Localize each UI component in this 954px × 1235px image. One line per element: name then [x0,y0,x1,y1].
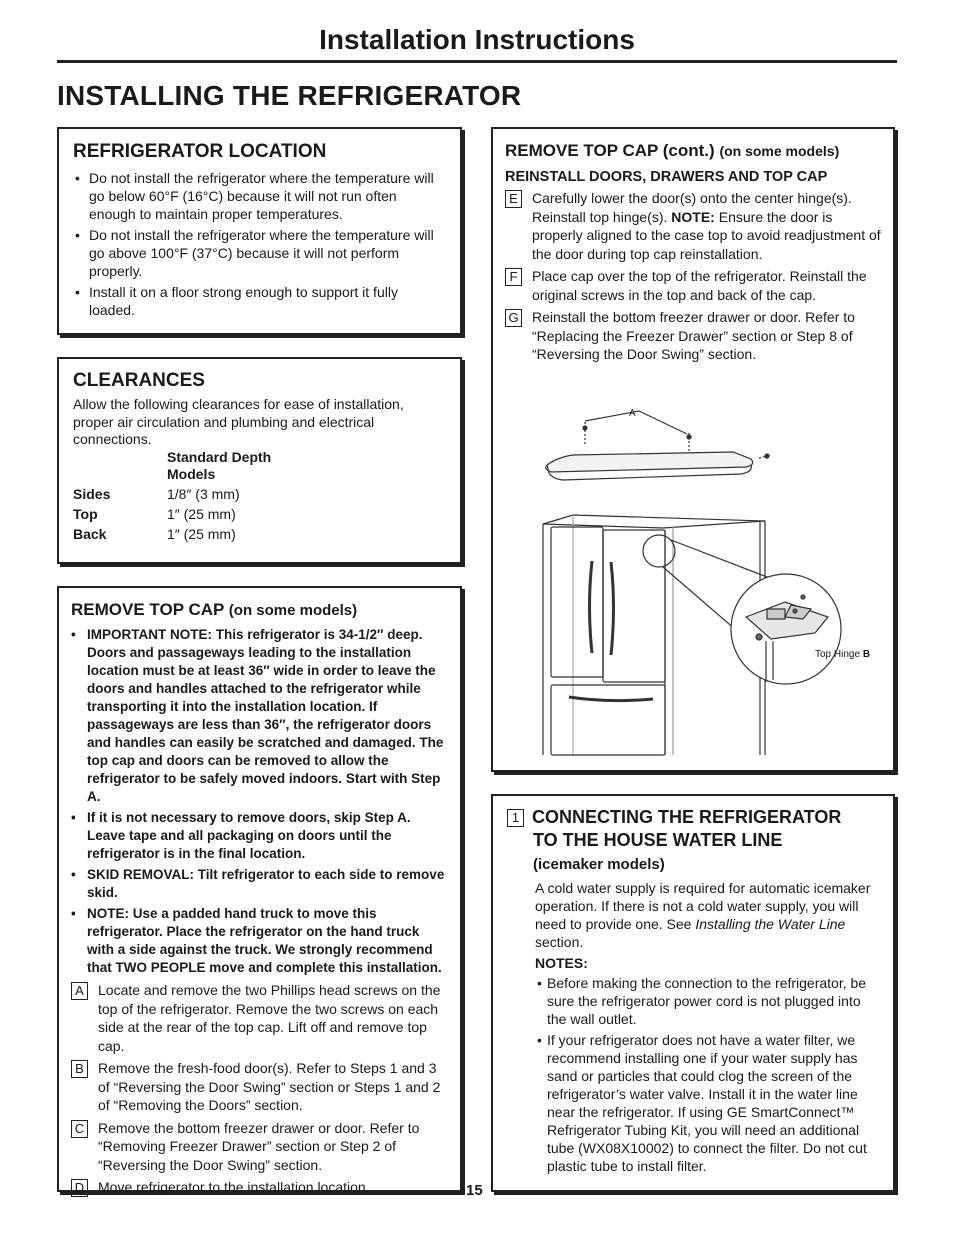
location-list [73,169,446,319]
water-line-section [491,794,895,1192]
figure-label-top-hinge: Top Hinge B [815,649,871,660]
clearances-col-header: Standard Depth Models [167,448,272,482]
table-row: Back 1″ (25 mm) [73,525,236,542]
table-row: Sides 1/8″ (3 mm) [73,485,240,502]
step-c: C Remove the bottom freezer drawer or door. Refer to “Removing Freezer Drawer” section or Step 2 of “Reversing the Door Swing” section. [71,1119,448,1175]
clearances-section [57,357,462,564]
remove-top-cap-title: REMOVE TOP CAP (on some models) [71,600,358,619]
remove-top-cap-section [57,586,462,1195]
list-item: • If your refrigerator does not have a water filter, we recommend installing one if your water supply has sand or particles that could clog the screen of the refrigerator’s water valve. Install it in the water line near the refrigerator. If using GE SmartConnect™ Refrigerator Tubing Kit, you will need an additional tube (WX08X10002) to connect the filter. Do not cut plastic tube to install filter. [535,1031,879,1175]
remove-top-cap-notes [71,626,448,977]
step-d: D Move refrigerator to the installation location. [71,1178,448,1197]
list-item: • Do not install the refrigerator where the temperature will go above 100°F (37°C) because it will not perform properly. [73,226,446,280]
notes-list [535,974,879,1175]
clearances-intro: Allow the following clearances for ease of installation, proper air circulation and plumbing and electrical connections. [73,396,404,447]
remove-top-cap-cont-section [491,127,895,772]
list-item: • SKID REMOVAL: Tilt refrigerator to each side to remove skid. [71,866,448,902]
page-title: INSTALLING THE REFRIGERATOR [57,80,522,111]
remove-top-cap-cont-title: REMOVE TOP CAP (cont.) (on some models) [505,141,840,160]
step-a: A Locate and remove the two Phillips head screws on the top of the refrigerator. Remove the two screws on each side at the rear of the top cap. Lift off and remove top cap. [71,981,448,1055]
list-item: • NOTE: Use a padded hand truck to move this refrigerator. Place the refrigerator on the hand truck with a side against the truck. We strongly recommend that TWO PEOPLE move and complete this installation. [71,905,448,977]
list-item: • If it is not necessary to remove doors, skip Step A. Leave tape and all packaging on doors until the refrigerator is in the final location. [71,809,448,863]
step-f: F Place cap over the top of the refrigerator. Reinstall the original screws in the top and back of the cap. [505,267,881,304]
top-cap-diagram [503,397,883,767]
header-title: Installation Instructions [319,24,635,55]
notes-label: NOTES: [535,955,588,971]
reinstall-subheading: REINSTALL DOORS, DRAWERS AND TOP CAP [505,169,828,185]
page-number: 15 [466,1182,483,1199]
list-item: • Do not install the refrigerator where the temperature will go below 60°F (16°C) because it will not run often enough to maintain proper temperatures. [73,169,446,223]
table-row: Top 1″ (25 mm) [73,505,236,522]
water-line-title: 1 CONNECTING THE REFRIGERATOR TO THE HOUSE WATER LINE [507,806,879,852]
step-b: B Remove the fresh-food door(s). Refer to Steps 1 and 3 of “Reversing the Door Swing” section or Steps 1 and 2 of “Removing the Doors” section. [71,1059,448,1115]
list-item: • IMPORTANT NOTE: This refrigerator is 34-1/2″ deep. Doors and passageways leading to the installation location must be at least 36″ wide in order to leave the doors and handles attached to the refrigerator while transporting it into the installation location. If passageways are less than 36″, the refrigerator doors and handles can easily be scratched and damaged. The top cap and doors can be removed to allow the refrigerator to be safely moved indoors. Start with Step A. [71,626,448,806]
water-line-subtitle: (icemaker models) [533,856,665,873]
water-line-intro: A cold water supply is required for automatic icemaker operation. If there is not a cold water supply, you will need to provide one. See Installing the Water Line section. [535,880,871,950]
step-number: 1 [507,809,524,827]
step-e: E Carefully lower the door(s) onto the center hinge(s). Reinstall top hinge(s). NOTE: Ensure the door is properly aligned to the case top to avoid readjustment of the door during top cap reinstallation. [505,189,881,263]
figure-label-a: A [629,408,636,419]
clearances-table [73,486,240,546]
clearances-title: CLEARANCES [73,370,205,391]
location-section [57,127,462,335]
list-item: • Install it on a floor strong enough to support it fully loaded. [73,283,446,319]
location-title: REFRIGERATOR LOCATION [73,141,327,162]
header-rule [57,60,897,63]
list-item: • Before making the connection to the refrigerator, be sure the refrigerator power cord is not plugged into the wall outlet. [535,974,879,1028]
step-g: G Reinstall the bottom freezer drawer or door. Refer to “Replacing the Freezer Drawer” section or Step 8 of “Reversing the Door Swing” section. [505,308,881,364]
